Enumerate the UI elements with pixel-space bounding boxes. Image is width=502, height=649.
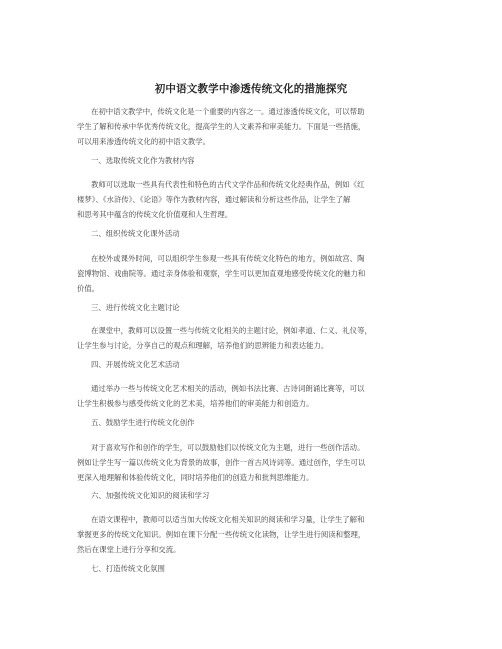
section-heading: 五、鼓励学生进行传统文化创作: [91, 418, 195, 427]
paragraph-line: 掌握更多的传统文化知识。例如在课下分配一些传统文化读物，让学生进行阅读和整理，: [77, 530, 366, 539]
paragraph-line: 对于喜欢写作和创作的学生，可以鼓励他们以传统文化为主题，进行一些创作活动。: [91, 443, 365, 452]
section-heading: 三、进行传统文化主题讨论: [91, 303, 180, 312]
paragraph-line: 在初中语文教学中，传统文化是一个重要的内容之一。通过渗透传统文化，可以帮助: [91, 107, 365, 116]
section-paragraph: [77, 323, 433, 353]
paragraph-line: 价值。: [77, 284, 100, 293]
paragraph-line: 然后在课堂上进行分享和交流。: [77, 545, 181, 554]
section-heading: 四、开展传统文化艺术活动: [91, 360, 180, 369]
paragraph-line: 通过举办一些与传统文化艺术相关的活动，例如书法比赛、古诗词朗诵比赛等，可以: [91, 384, 365, 393]
paragraph-line: 学生了解和传承中华优秀传统文化，提高学生的人文素养和审美能力。下面是一些措施，: [77, 122, 366, 131]
paragraph-line: 在语文课程中，教师可以适当加大传统文化相关知识的阅读和学习量，让学生了解和: [91, 515, 365, 524]
paragraph-line: 更深入地理解和体验传统文化，同时培养他们的创造力和批判思维能力。: [77, 473, 314, 482]
paragraph-line: 在校外或课外时间，可以组织学生参观一些具有传统文化特色的地方，例如故宫、陶: [91, 254, 365, 263]
paragraph-line: 和思考其中蕴含的传统文化价值观和人生哲理。: [77, 210, 233, 219]
paragraph-line: 例如让学生写一篇以传统文化为背景的故事，创作一首古风诗词等。通过创作，学生可以: [77, 458, 366, 467]
intro-paragraph: [77, 104, 433, 149]
section-paragraph: [77, 177, 433, 222]
section-heading: 六、加强传统文化知识的阅读和学习: [91, 491, 210, 500]
section-paragraph: [77, 381, 433, 411]
paragraph-line: 让学生积极参与感受传统文化的艺术美，培养他们的审美能力和创造力。: [77, 399, 314, 408]
section-paragraph: [77, 251, 433, 296]
section-heading: 一、选取传统文化作为教材内容: [91, 156, 195, 165]
paragraph-line: 让学生参与讨论，分享自己的观点和理解，培养他们的思辨能力和表达能力。: [77, 341, 329, 350]
section-paragraph: [77, 440, 433, 485]
paragraph-line: 楼梦》、《水浒传》、《论语》等作为教材内容，通过解读和分析这些作品，让学生了解: [77, 195, 351, 204]
paragraph-line: 在课堂中，教师可以设置一些与传统文化相关的主题讨论，例如孝道、仁义、礼仪等，: [91, 326, 372, 335]
document-title: 初中语文教学中渗透传统文化的措施探究: [154, 83, 348, 95]
paragraph-line: 可以用来渗透传统文化的初中语文教学。: [77, 137, 211, 146]
section-heading: 二、组织传统文化课外活动: [91, 229, 180, 238]
section-paragraph: [77, 512, 433, 557]
section-heading: 七、打造传统文化氛围: [91, 564, 165, 573]
paragraph-line: 教师可以选取一些具有代表性和特色的古代文学作品和传统文化经典作品，例如《红: [91, 180, 365, 189]
paragraph-line: 瓷博物馆、戏曲院等。通过亲身体验和观察，学生可以更加直观地感受传统文化的魅力和: [77, 269, 366, 278]
